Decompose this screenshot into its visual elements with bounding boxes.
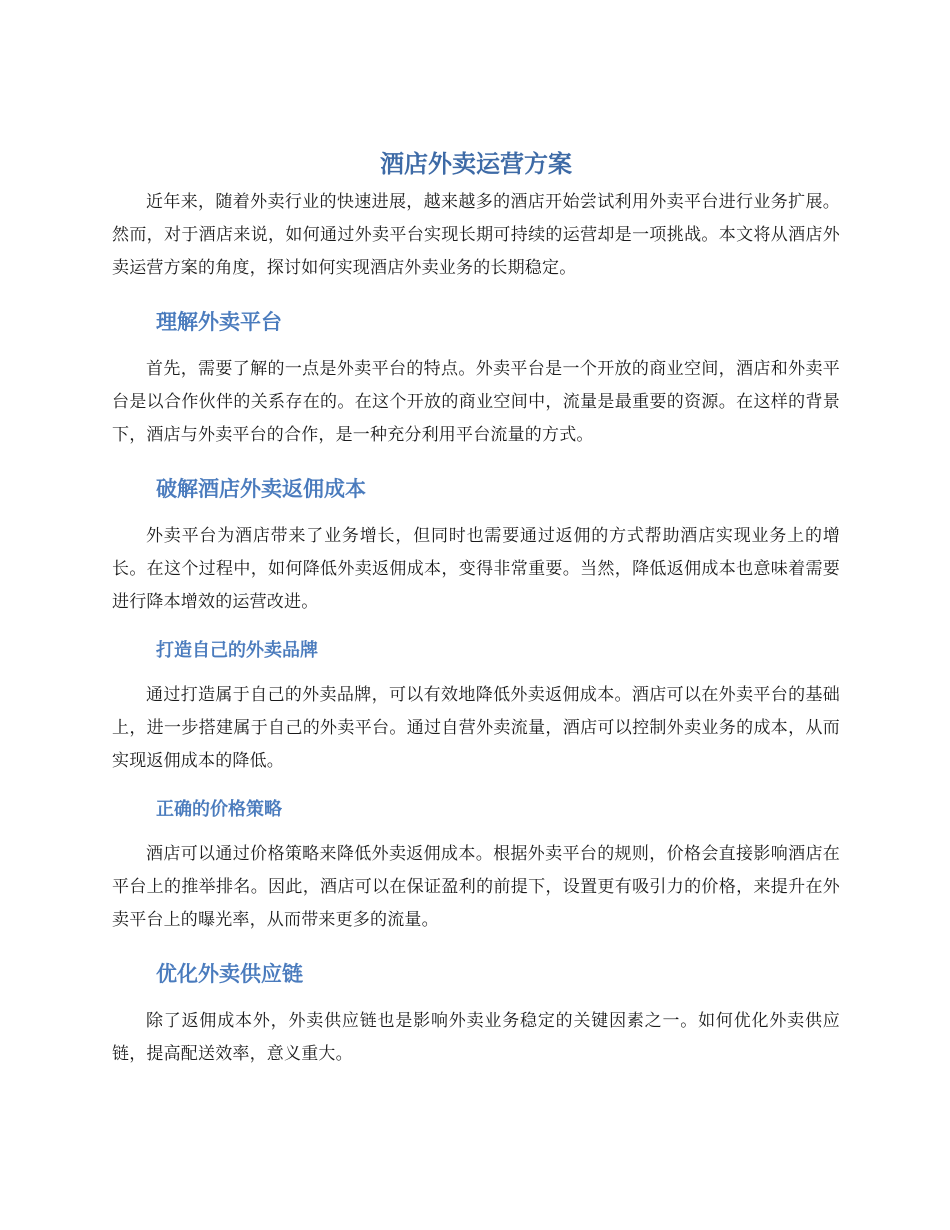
section-heading-understand-platform: 理解外卖平台	[156, 310, 282, 334]
section-heading-supply-chain: 优化外卖供应链	[156, 962, 303, 986]
section-body-understand-platform: 首先，需要了解的一点是外卖平台的特点。外卖平台是一个开放的商业空间，酒店和外卖平台是以合作伙伴的关系存在的。在这个开放的商业空间中，流量是最重要的资源。在这样的背景下，酒店与外卖平台的合作，是一种充分利用平台流量的方式。	[112, 359, 840, 445]
section-heading-price-strategy: 正确的价格策略	[156, 799, 282, 820]
section-heading-commission-cost: 破解酒店外卖返佣成本	[156, 477, 366, 501]
section-heading-own-brand: 打造自己的外卖品牌	[156, 640, 318, 661]
section-body-commission-cost: 外卖平台为酒店带来了业务增长，但同时也需要通过返佣的方式帮助酒店实现业务上的增长。在这个过程中，如何降低外卖返佣成本，变得非常重要。当然，降低返佣成本也意味着需要进行降本增效的运营改进。	[112, 526, 840, 612]
intro-paragraph: 近年来，随着外卖行业的快速进展，越来越多的酒店开始尝试利用外卖平台进行业务扩展。然而，对于酒店来说，如何通过外卖平台实现长期可持续的运营却是一项挑战。本文将从酒店外卖运营方案的角度，探讨如何实现酒店外卖业务的长期稳定。	[112, 192, 840, 278]
section-body-supply-chain: 除了返佣成本外，外卖供应链也是影响外卖业务稳定的关键因素之一。如何优化外卖供应链，提高配送效率，意义重大。	[112, 1011, 840, 1064]
document-page	[112, 140, 840, 1071]
document-title: 酒店外卖运营方案	[380, 150, 572, 178]
section-body-own-brand: 通过打造属于自己的外卖品牌，可以有效地降低外卖返佣成本。酒店可以在外卖平台的基础上，进一步搭建属于自己的外卖平台。通过自营外卖流量，酒店可以控制外卖业务的成本，从而实现返佣成本的降低。	[112, 685, 840, 771]
section-body-price-strategy: 酒店可以通过价格策略来降低外卖返佣成本。根据外卖平台的规则，价格会直接影响酒店在平台上的推举排名。因此，酒店可以在保证盈利的前提下，设置更有吸引力的价格，来提升在外卖平台上的曝光率，从而带来更多的流量。	[112, 844, 840, 930]
